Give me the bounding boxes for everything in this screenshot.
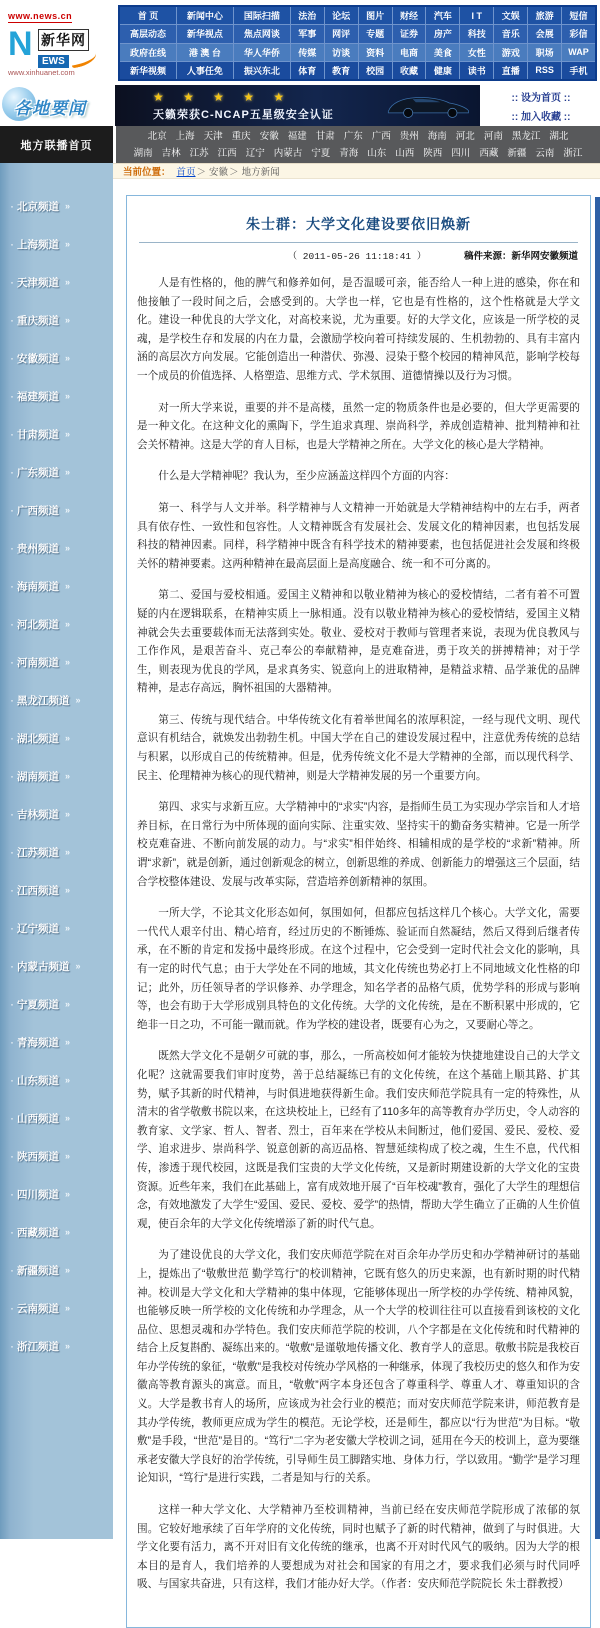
top-nav-row-1 <box>120 7 595 25</box>
double-arrow-icon: » <box>65 581 71 591</box>
sidebar-channel-link[interactable]: 青海频道 <box>17 1036 59 1049</box>
bullet-icon: · <box>10 997 14 1011</box>
breadcrumb <box>113 163 600 179</box>
province-row-2 <box>116 145 600 162</box>
province-link[interactable]: 上海 <box>175 130 195 142</box>
article-paragraph: 第四、求实与求新互应。大学精神中的“求实”内容，是指师生员工为实现办学宗旨和人才培养目标，在日常行为中所体现的面向实际、注重实效、坚持实干的勤奋务实精神。它是一所学校克难奋进、不断向前发展的动力。与“求实”相伴始终、相辅相成的是学校的“求新”精神。所谓“求新”，就是创新，通过创新观念的树立，创新思维的养成、创新能力的增强这三个层面，结合学校整体建设、发展与改革实际，营造培养创新精神的氛围。 <box>137 801 580 888</box>
double-arrow-icon: » <box>65 923 71 933</box>
top-nav-row-2 <box>120 25 595 43</box>
top-nav-link[interactable]: 彩信 <box>569 29 588 40</box>
double-arrow-icon: » <box>65 201 71 211</box>
banner-row <box>0 85 600 126</box>
quick-links <box>482 85 600 126</box>
double-arrow-icon: » <box>65 885 71 895</box>
top-nav-row-3 <box>120 44 595 62</box>
sidebar-channel-link[interactable]: 北京频道 <box>17 200 59 213</box>
province-link[interactable]: 辽宁 <box>245 147 265 159</box>
sidebar-channel-item[interactable] <box>10 871 113 909</box>
breadcrumb-separator: ＞ <box>229 167 239 178</box>
top-nav-link[interactable]: 高层动态 <box>120 25 177 42</box>
double-arrow-icon: » <box>65 1151 71 1161</box>
breadcrumb-separator: ＞ <box>196 167 207 178</box>
bullet-icon: · <box>10 237 14 251</box>
double-arrow-icon: » <box>65 391 71 401</box>
article-paragraph: 第二、爱国与爱校相通。爱国主义精神和以敬业精神为核心的爱校情结，二者有着不可置疑的内在逻辑联系，在精神实质上一脉相通。没有以敬业精神为核心的爱校情结，爱国主义精神就会失去重要载体而无法落到实处。敬业、爱校对于教师与管理者来说，表现为优良教风与工作作风，是艰苦奋斗、克己奉公的奉献精神，是克难奋进，勇于攻关的拼搏精神；对于学生，则表现为优良的学风，是求真务实、锐意向上的进取精神，是精益求精、品学兼优的品牌精神，是志存高远，胸怀祖国的大器精神。 <box>137 589 580 695</box>
top-nav-link[interactable]: 电商 <box>393 44 427 61</box>
bullet-icon: · <box>10 655 14 669</box>
top-nav-link[interactable]: 华人华侨 <box>234 44 291 61</box>
sidebar-channel-link[interactable]: 宁夏频道 <box>17 998 59 1011</box>
article-body <box>137 274 580 1594</box>
bullet-icon: · <box>10 845 14 859</box>
article-paragraph: 什么是大学精神呢？我认为，至少应涵盖这样四个方面的内容： <box>158 470 455 483</box>
bullet-icon: · <box>10 1035 14 1049</box>
double-arrow-icon: » <box>65 1075 71 1085</box>
province-link[interactable]: 湖北 <box>549 130 569 142</box>
bullet-icon: · <box>10 1187 14 1201</box>
top-nav-link[interactable]: 访谈 <box>325 44 359 61</box>
sidebar-channel-item[interactable] <box>10 1061 113 1099</box>
double-arrow-icon: » <box>65 1341 71 1351</box>
sidebar-channel-item[interactable] <box>10 301 113 339</box>
sidebar-channel-item[interactable] <box>10 909 113 947</box>
sidebar-channel-item[interactable] <box>10 567 113 605</box>
sidebar-channel-link[interactable]: 福建频道 <box>17 390 59 403</box>
top-nav-link[interactable]: 财经 <box>393 7 427 24</box>
top-nav-link[interactable]: 音乐 <box>494 25 528 42</box>
breadcrumb-item-region: 安徽 <box>209 167 229 178</box>
bullet-icon: · <box>10 883 14 897</box>
bullet-icon: · <box>10 693 14 707</box>
top-nav-link[interactable]: 房产 <box>426 25 460 42</box>
sidebar-channel-item[interactable] <box>10 1251 113 1289</box>
top-nav-link[interactable]: 图片 <box>359 7 393 24</box>
top-nav-link[interactable]: 教育 <box>325 62 359 79</box>
top-nav-link[interactable]: 体育 <box>291 62 325 79</box>
sidebar-channel-item[interactable] <box>10 339 113 377</box>
top-nav-link[interactable]: 读书 <box>460 62 494 79</box>
top-nav-link[interactable]: 论坛 <box>325 7 359 24</box>
bullet-icon: · <box>10 579 14 593</box>
set-homepage-link[interactable]: :: 设为首页 :: <box>511 92 571 104</box>
sidebar-channel-link[interactable]: 湖南频道 <box>17 770 59 783</box>
top-nav-link[interactable]: 汽车 <box>426 7 460 24</box>
sidebar-channel-item[interactable] <box>10 225 113 263</box>
sidebar-channel-item[interactable] <box>10 1137 113 1175</box>
province-link[interactable]: 广东 <box>343 130 363 142</box>
province-link[interactable]: 内蒙古 <box>273 147 303 159</box>
bullet-icon: · <box>10 389 14 403</box>
province-link[interactable]: 甘肃 <box>315 130 335 142</box>
logo-chinese-name: 新华网 <box>38 29 89 51</box>
double-arrow-icon: » <box>65 771 71 781</box>
province-link[interactable]: 西藏 <box>479 147 499 159</box>
bullet-icon: · <box>10 959 14 973</box>
add-favorite-link[interactable]: :: 加入收藏 :: <box>511 111 571 123</box>
sidebar-channel-item[interactable] <box>10 1327 113 1365</box>
top-nav-link[interactable]: 健康 <box>426 62 460 79</box>
bullet-icon: · <box>10 807 14 821</box>
sidebar-channel-item[interactable] <box>10 757 113 795</box>
bullet-icon: · <box>10 921 14 935</box>
province-nav <box>116 126 600 163</box>
top-nav-link[interactable]: 人事任免 <box>177 62 234 79</box>
double-arrow-icon: » <box>65 277 71 287</box>
province-link[interactable]: 宁夏 <box>311 147 331 159</box>
bullet-icon: · <box>10 1073 14 1087</box>
sidebar-channel-link[interactable]: 甘肃频道 <box>17 428 59 441</box>
logo-swoosh-icon <box>70 51 98 68</box>
top-nav-link[interactable]: 新闻中心 <box>177 7 234 24</box>
bullet-icon: · <box>10 199 14 213</box>
sidebar-channel-item[interactable] <box>10 491 113 529</box>
double-arrow-icon: » <box>65 809 71 819</box>
sidebar-channel-link[interactable]: 西藏频道 <box>17 1226 59 1239</box>
header <box>0 0 600 85</box>
sidebar-channel-item[interactable] <box>10 795 113 833</box>
top-nav-link[interactable]: 科技 <box>460 25 494 42</box>
double-arrow-icon: » <box>65 505 71 515</box>
bullet-icon: · <box>10 1339 14 1353</box>
sidebar-channel-link[interactable]: 江苏频道 <box>17 846 59 859</box>
article-source: 稿件来源：新华网安徽频道 <box>463 251 578 262</box>
sidebar-channel-item[interactable] <box>10 1023 113 1061</box>
top-nav-link[interactable]: 校园 <box>359 62 393 79</box>
sidebar-channel-item[interactable] <box>10 1175 113 1213</box>
bullet-icon: · <box>10 427 14 441</box>
top-nav-link[interactable]: 女性 <box>460 44 494 61</box>
province-link[interactable]: 河北 <box>455 130 475 142</box>
province-row-1 <box>116 128 600 145</box>
bullet-icon: · <box>10 503 14 517</box>
province-link[interactable]: 吉林 <box>161 147 181 159</box>
sidebar-channel-item[interactable] <box>10 833 113 871</box>
article-title: 朱士群：大学文化建设要依旧焕新 <box>246 216 471 232</box>
article-box <box>126 195 591 1628</box>
top-nav-link[interactable]: 军事 <box>291 25 325 42</box>
province-link[interactable]: 湖南 <box>133 147 153 159</box>
double-arrow-icon: » <box>65 1037 71 1047</box>
top-nav-link[interactable]: 港 澳 台 <box>177 44 234 61</box>
double-arrow-icon: » <box>65 1303 71 1313</box>
site-url-bottom: www.xinhuanet.com <box>8 68 75 77</box>
article-paragraph: 第一、科学与人文并举。科学精神与人文精神一开始就是大学精神结构中的左右手，两者具有依存性、一致性和包容性。人文精神既含有发展社会、发展文化的精神因素，也包括发展科技的精神因素。同样，科学精神中既含有科学技术的精神要素，也包括促进社会发展和终极关怀的精神要素。这两种精神在最高层面上是高度融合、统一和不可分离的。 <box>137 501 580 570</box>
sidebar-channel-item[interactable] <box>10 453 113 491</box>
content <box>0 163 600 1591</box>
sidebar-channel-link[interactable]: 贵州频道 <box>17 542 59 555</box>
five-stars-icon: ★ ★ ★ ★ ★ <box>153 89 293 104</box>
article-date: （ 2011-05-26 11:18:41 ） <box>287 251 427 262</box>
sidebar-channel-link[interactable]: 内蒙古频道 <box>17 960 70 973</box>
sidebar-channel-link[interactable]: 江西频道 <box>17 884 59 897</box>
top-nav-link[interactable]: 资料 <box>359 44 393 61</box>
bullet-icon: · <box>10 1225 14 1239</box>
top-nav-link[interactable]: RSS <box>528 62 562 79</box>
top-nav-link[interactable]: 网评 <box>325 25 359 42</box>
double-arrow-icon: » <box>65 999 71 1009</box>
double-arrow-icon: » <box>65 847 71 857</box>
bullet-icon: · <box>10 617 14 631</box>
top-nav-link[interactable]: 专题 <box>359 25 393 42</box>
province-link[interactable]: 天津 <box>203 130 223 142</box>
sidebar-channel-item[interactable] <box>10 643 113 681</box>
sidebar-channel-link[interactable]: 湖北频道 <box>17 732 59 745</box>
sidebar-channel-link[interactable]: 广西频道 <box>17 504 59 517</box>
province-link[interactable]: 浙江 <box>563 147 583 159</box>
logo-n-letter: N <box>8 25 31 63</box>
sidebar-channel-item[interactable] <box>10 605 113 643</box>
section-logo <box>0 85 113 126</box>
sidebar-channel-link[interactable]: 四川频道 <box>17 1188 59 1201</box>
sidebar-channel-link[interactable]: 海南频道 <box>17 580 59 593</box>
sidebar-channel-link[interactable]: 云南频道 <box>17 1302 59 1315</box>
sidebar-channel-link[interactable]: 陕西频道 <box>17 1150 59 1163</box>
top-nav-link[interactable]: 政府在线 <box>120 44 177 61</box>
breadcrumb-label: 当前位置： <box>123 167 171 178</box>
bullet-icon: · <box>10 731 14 745</box>
sidebar-channel-link[interactable]: 重庆频道 <box>17 314 59 327</box>
article-paragraph: 为了建设优良的大学文化，我们安庆师范学院在对百余年办学历史和办学精神研讨的基础上，提炼出了“敬敷世范 勤学笃行”的校训精神，它既有悠久的历史来源，也有新时期的时代精神。校训是大学文化和大学精神的集中体现，它能够体现出一所学校的办学传统、精神风貌，也能够反映一所学校的文化传统和办学理念，从一个大学的校训往往可以直接看到该校的文化品位、思想灵魂和办学特色。我们安庆师范学院的校训，八个字都是在文化传统和时代精神的结合上反复斟酌、凝练出来的。“敬敷”是谨敬地传播文化、教育学人的意思。敬敷书院是我校百年办学传统的象征，“敬敷”是我校对传统办学风格的一种继承，体现了我校历史的悠久和作为安徽高等教育源头的寓意。而且，“敬敷”两字本身还包含了尊重科学、尊重人才、尊重知识的含义。大学是教书育人的场所，应该成为社会行业的模范；而对安庆师范学院来讲，师范教育是其办学传统，教师更应成为学生的模范。无论学校，还是师生，都应以“行为世范”为目标。“敬敷”是手段，“世范”是目的。“笃行”二字为老安徽大学校训之词，延用在今天的校训上，意为要继承老安徽大学良好的治学传统，引导师生员工脚踏实地、身体力行，学以致用。“勤学”是学习理论知识，“笃行”是进行实践，二者是知与行的关系。 <box>137 1249 580 1485</box>
sidebar-channel-link[interactable]: 山西频道 <box>17 1112 59 1125</box>
top-nav-link[interactable]: 新华视频 <box>120 62 177 79</box>
province-link[interactable]: 江西 <box>217 147 237 159</box>
double-arrow-icon: » <box>65 1265 71 1275</box>
double-arrow-icon: » <box>75 961 81 971</box>
province-link[interactable]: 广西 <box>371 130 391 142</box>
bullet-icon: · <box>10 541 14 555</box>
top-nav-link[interactable]: 职场 <box>528 44 562 61</box>
main-column <box>113 163 600 1591</box>
bullet-icon: · <box>10 1301 14 1315</box>
top-nav-link[interactable]: 短信 <box>569 11 588 22</box>
sidebar-channel-link[interactable]: 吉林频道 <box>17 808 59 821</box>
logo-ews-letters: EWS <box>38 55 69 68</box>
double-arrow-icon: » <box>65 1189 71 1199</box>
news-logo-mark <box>8 26 111 66</box>
top-nav-link[interactable]: 游戏 <box>494 44 528 61</box>
top-nav-link[interactable]: 手机 <box>569 65 588 76</box>
bullet-icon: · <box>10 1263 14 1277</box>
top-navigation <box>118 5 597 81</box>
top-nav-link[interactable]: 旅游 <box>528 7 562 24</box>
sidebar-channel-link[interactable]: 浙江频道 <box>17 1340 59 1353</box>
breadcrumb-item-section: 地方新闻 <box>241 167 280 178</box>
bullet-icon: · <box>10 1111 14 1125</box>
top-nav-link[interactable]: 文娱 <box>494 7 528 24</box>
province-link[interactable]: 陕西 <box>423 147 443 159</box>
sidebar-channel-item[interactable] <box>10 415 113 453</box>
province-link[interactable]: 新疆 <box>507 147 527 159</box>
province-link[interactable]: 河南 <box>483 130 503 142</box>
province-link[interactable]: 山东 <box>367 147 387 159</box>
sidebar-channel-item[interactable] <box>10 947 113 985</box>
double-arrow-icon: » <box>75 695 81 705</box>
top-nav-link[interactable]: 美食 <box>426 44 460 61</box>
car-image <box>382 90 474 124</box>
article-paragraph: 这样一种大学文化、大学精神乃至校训精神，当前已经在安庆师范学院形成了浓郁的氛围。它较好地承续了百年学府的文化传统，同时也赋予了新的时代精神，做到了与时俱进。大学文化要有活力，离不开对旧有文化传统的继承，也离不开对时代风气的吸纳。因为大学的根本目的是育人，我们培养的人要想成为对社会和国家的有用之才，要求我们必须与时代同呼吸、与国家共奋进，只有这样，我们才能办好大学。（作者：安庆师范学院院长 朱士群教授） <box>137 1504 580 1591</box>
double-arrow-icon: » <box>65 1227 71 1237</box>
province-link[interactable]: 四川 <box>451 147 471 159</box>
province-link[interactable]: 山西 <box>395 147 415 159</box>
double-arrow-icon: » <box>65 315 71 325</box>
top-nav-link[interactable]: 振兴东北 <box>234 62 291 79</box>
double-arrow-icon: » <box>65 467 71 477</box>
province-link[interactable]: 北京 <box>147 130 167 142</box>
double-arrow-icon: » <box>65 619 71 629</box>
top-nav-link[interactable]: 收藏 <box>393 62 427 79</box>
site-url-top[interactable]: www.news.cn <box>8 11 73 21</box>
section-logo-text: 各地要闻 <box>14 99 86 118</box>
sidebar-channel-link[interactable]: 黑龙江频道 <box>17 694 70 707</box>
region-row <box>0 126 600 163</box>
sidebar-channel-link[interactable]: 新疆频道 <box>17 1264 59 1277</box>
sidebar-channel-link[interactable]: 山东频道 <box>17 1074 59 1087</box>
top-nav-link[interactable]: 会展 <box>528 25 562 42</box>
sidebar-channel-item[interactable] <box>10 187 113 225</box>
ad-text: 天籁荣获C-NCAP五星级安全认证 <box>153 108 334 121</box>
article-meta <box>137 248 580 264</box>
top-nav-link[interactable]: 首 页 <box>120 7 177 24</box>
province-link[interactable]: 云南 <box>535 147 555 159</box>
article-paragraph: 一所大学，不论其文化形态如何，氛围如何，但都应包括这样几个核心。大学文化，需要一代代人艰辛付出、精心培育，经过历史的不断锤炼、验证而自然凝结，然后又得到后继者传承，在不断的肯定和发扬中最终形成。在这个过程中，它会受到一定时代社会文化的影响，具有一定的时代气息；由于大学处在不同的地域，其文化传统也势必打上不同地域文化性格的印记；此外，历任领导者的学识修养、办学理念，知名学者的品格气质，优势学科的形成与影响等，也会有助于大学形成别具特色的文化传统。大学的文化传统，是在不断积累中形成的，它绝非一日之功，不可能一蹴而就。作为学校的建设者，既要有心为之，又要耐心等之。 <box>137 907 580 1031</box>
sidebar-channel-item[interactable] <box>10 377 113 415</box>
double-arrow-icon: » <box>65 429 71 439</box>
article-paragraph: 既然大学文化不是朝夕可就的事，那么，一所高校如何才能较为快捷地建设自己的大学文化呢？这就需要我们审时度势，善于总结凝练已有的文化传统，在这个基础上顺其路、扩其势，赋予其新的时代精神，与时俱进地获得新生命。我们安庆师范学院具有一定的特殊性，从清末的省学敬敷书院以来，在这块校址上，已经有了110多年的高等教育办学历史，令人动容的教育家、文学家、哲人、智者、烈士，百年来在学校从未间断过，他们爱国、爱民、爱校、爱学、追求进步、崇尚科学、锐意创新的高迈品格、智慧延续构成了校之魂，生生不息，代代相传，渗透于现代校园，这既是我们宝贵的大学文化传统，又是新时期建设新的大学文化的宝贵资源。近些年来，我们在此基础上，富有成效地开展了“百年校魂”教育，强化了大学生的理想信念，有效地激发了大学生“爱国、爱民、爱校、爱学”的热情，帮助大学生确立了正确的人生价值观，使百余年的大学文化传统增添了新的时代气息。 <box>137 1050 580 1230</box>
sidebar-channel-link[interactable]: 上海频道 <box>17 238 59 251</box>
sidebar-channel-item[interactable] <box>10 1289 113 1327</box>
top-nav-link[interactable]: 传媒 <box>291 44 325 61</box>
sidebar-channel-item[interactable] <box>10 985 113 1023</box>
bullet-icon: · <box>10 275 14 289</box>
right-border-strip <box>595 197 600 1539</box>
bullet-icon: · <box>10 313 14 327</box>
bullet-icon: · <box>10 769 14 783</box>
top-nav-link[interactable]: 新华视点 <box>177 25 234 42</box>
top-nav-link[interactable]: 直播 <box>494 62 528 79</box>
top-nav-row-4 <box>120 62 595 79</box>
top-nav-link[interactable]: WAP <box>568 47 589 58</box>
double-arrow-icon: » <box>65 1113 71 1123</box>
xinhuanet-logo[interactable] <box>0 0 115 85</box>
car-ad-banner[interactable] <box>115 85 480 126</box>
top-nav-link[interactable]: 焦点网谈 <box>234 25 291 42</box>
article-paragraph: 第三、传统与现代结合。中华传统文化有着举世闻名的浓厚积淀，一经与现代文明、现代意识有机结合，就焕发出勃勃生机。中国大学在自己的建设发展过程中，注意优秀传统的总结与积累，以形成自己的传统精神。但是，优秀传统文化不是大学精神的全部，而以现代科学、民主、伦理精神为核心的现代精神，则是大学精神发展的另一个重要方向。 <box>137 713 580 782</box>
top-nav-link[interactable]: 证券 <box>393 25 427 42</box>
sidebar-channel-link[interactable]: 河北频道 <box>17 618 59 631</box>
province-link[interactable]: 福建 <box>287 130 307 142</box>
sidebar-channel-item[interactable] <box>10 1099 113 1137</box>
province-link[interactable]: 贵州 <box>399 130 419 142</box>
province-link[interactable]: 江苏 <box>189 147 209 159</box>
top-nav-link[interactable]: 国际扫描 <box>234 7 291 24</box>
article-paragraph: 对一所大学来说，重要的并不是高楼，虽然一定的物质条件也是必要的，但大学更需要的是一种文化。在这种文化的熏陶下，学生追求真理、崇尚科学，养成创造精神、批判精神和社会关怀精神。这是大学的育人目标，也是大学精神之所在。大学文化的核心是大学精神。 <box>137 401 580 451</box>
top-nav-link[interactable]: 法治 <box>291 7 325 24</box>
double-arrow-icon: » <box>65 733 71 743</box>
province-link[interactable]: 黑龙江 <box>511 130 541 142</box>
breadcrumb-home-link[interactable]: 首页 <box>176 167 196 178</box>
province-link[interactable]: 安徽 <box>259 130 279 142</box>
top-nav-link[interactable]: I T <box>460 7 494 24</box>
sidebar-channel-item[interactable] <box>10 681 113 719</box>
bullet-icon: · <box>10 351 14 365</box>
province-link[interactable]: 海南 <box>427 130 447 142</box>
sidebar-channel-item[interactable] <box>10 263 113 301</box>
double-arrow-icon: » <box>65 353 71 363</box>
bullet-icon: · <box>10 1149 14 1163</box>
sidebar-channel-item[interactable] <box>10 529 113 567</box>
bullet-icon: · <box>10 465 14 479</box>
sidebar-channel-link[interactable]: 河南频道 <box>17 656 59 669</box>
sidebar-channel-item[interactable] <box>10 1213 113 1251</box>
title-divider <box>139 242 578 243</box>
article-paragraph: 人是有性格的，他的脾气和修养如何，是否温暖可亲，能否给人一种上进的感染，你在和他接触了一段时间之后，会感受到的。大学也一样，它也是有性格的，这个性格就是大学文化。建设一种优良的大学文化，对高校来说，尤为重要。好的大学文化，应该是一所学校的灵魂，是学校生存和发展的内在力量，会激励学校向着可持续发展的、生机勃勃的、具有丰富内涵的高层次方向发展。它能创造出一种潜伏、弥漫、浸染于整个校园的精神风范，影响学校每一个成员的价值选择、人格塑造、思维方式、学术氛围、道德情操以及行为习惯。 <box>137 277 580 382</box>
sidebar-channel-item[interactable] <box>10 719 113 757</box>
sidebar-channel-link[interactable]: 天津频道 <box>17 276 59 289</box>
sidebar <box>0 163 113 1539</box>
double-arrow-icon: » <box>65 239 71 249</box>
double-arrow-icon: » <box>65 543 71 553</box>
sidebar-channel-link[interactable]: 广东频道 <box>17 466 59 479</box>
double-arrow-icon: » <box>65 657 71 667</box>
province-link[interactable]: 青海 <box>339 147 359 159</box>
sidebar-channel-link[interactable]: 安徽频道 <box>17 352 59 365</box>
region-home-button[interactable]: 地方联播首页 <box>0 126 113 163</box>
sidebar-channel-link[interactable]: 辽宁频道 <box>17 922 59 935</box>
province-link[interactable]: 重庆 <box>231 130 251 142</box>
